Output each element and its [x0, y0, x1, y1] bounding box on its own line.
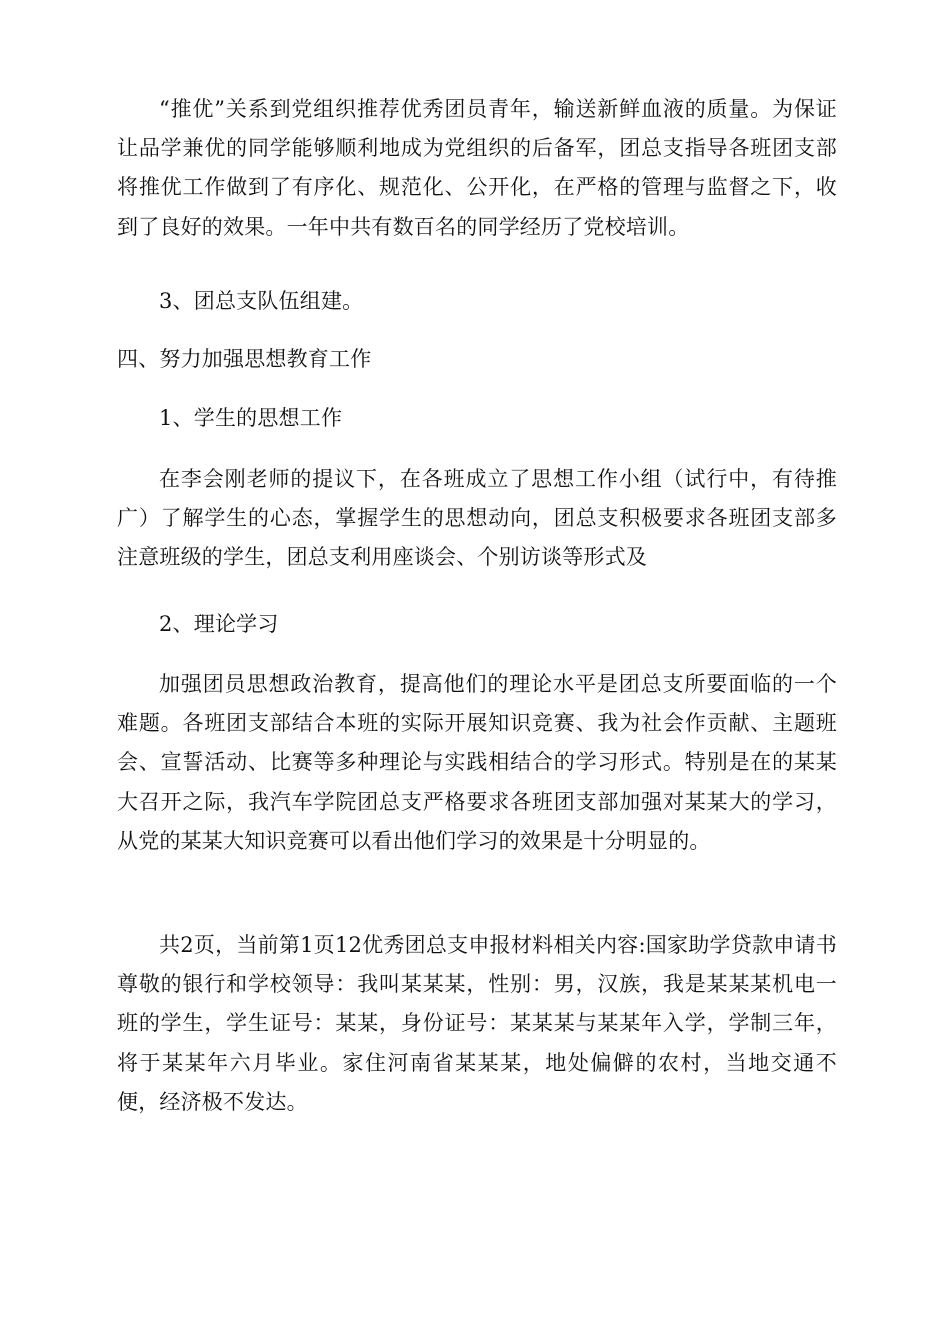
paragraph-loan-application: 共2页，当前第1页12优秀团总支申报材料相关内容:国家助学贷款申请书尊敬的银行和学校领导：我叫某某某，性别：男，汉族，我是某某某机电一班的学生，学生证号：某某，身份证号：某某某与某某年入学，学制三年，将于某某年六月毕业。家住河南省某某某，地处偏僻的农村，当地交通不便，经济极不发达。	[117, 933, 837, 1114]
paragraph-theory-education: 加强团员思想政治教育，提高他们的理论水平是团总支所要面临的一个难题。各班团支部结合本班的实际开展知识竞赛、我为社会作贡献、主题班会、宣誓活动、比赛等多种理论与实践相结合的学习形式。特别是在的某某大召开之际，我汽车学院团总支严格要求各班团支部加强对某某大的学习，从党的某某大知识竞赛可以看出他们学习的效果是十分明显的。	[117, 672, 837, 853]
subheading-team-building: 3、团总支队伍组建。	[159, 289, 364, 313]
paragraph-recommend-excellent: “推优”关系到党组织推荐优秀团员青年，输送新鲜血液的质量。为保证让品学兼优的同学能够顺利地成为党组织的后备军，团总支指导各班团支部将推优工作做到了有序化、规范化、公开化，在严格的管理与监督之下，收到了良好的效果。一年中共有数百名的同学经历了党校培训。	[117, 97, 837, 239]
section-heading-ideological-education: 四、努力加强思想教育工作	[117, 347, 372, 371]
paragraph-ideology-group: 在李会刚老师的提议下，在各班成立了思想工作小组（试行中，有待推广）了解学生的心态，掌握学生的思想动向，团总支积极要求各班团支部多注意班级的学生，团总支利用座谈会、个别访谈等形式及	[117, 467, 837, 570]
subheading-theory-study: 2、理论学习	[159, 612, 279, 636]
subheading-student-ideology: 1、学生的思想工作	[159, 406, 343, 430]
